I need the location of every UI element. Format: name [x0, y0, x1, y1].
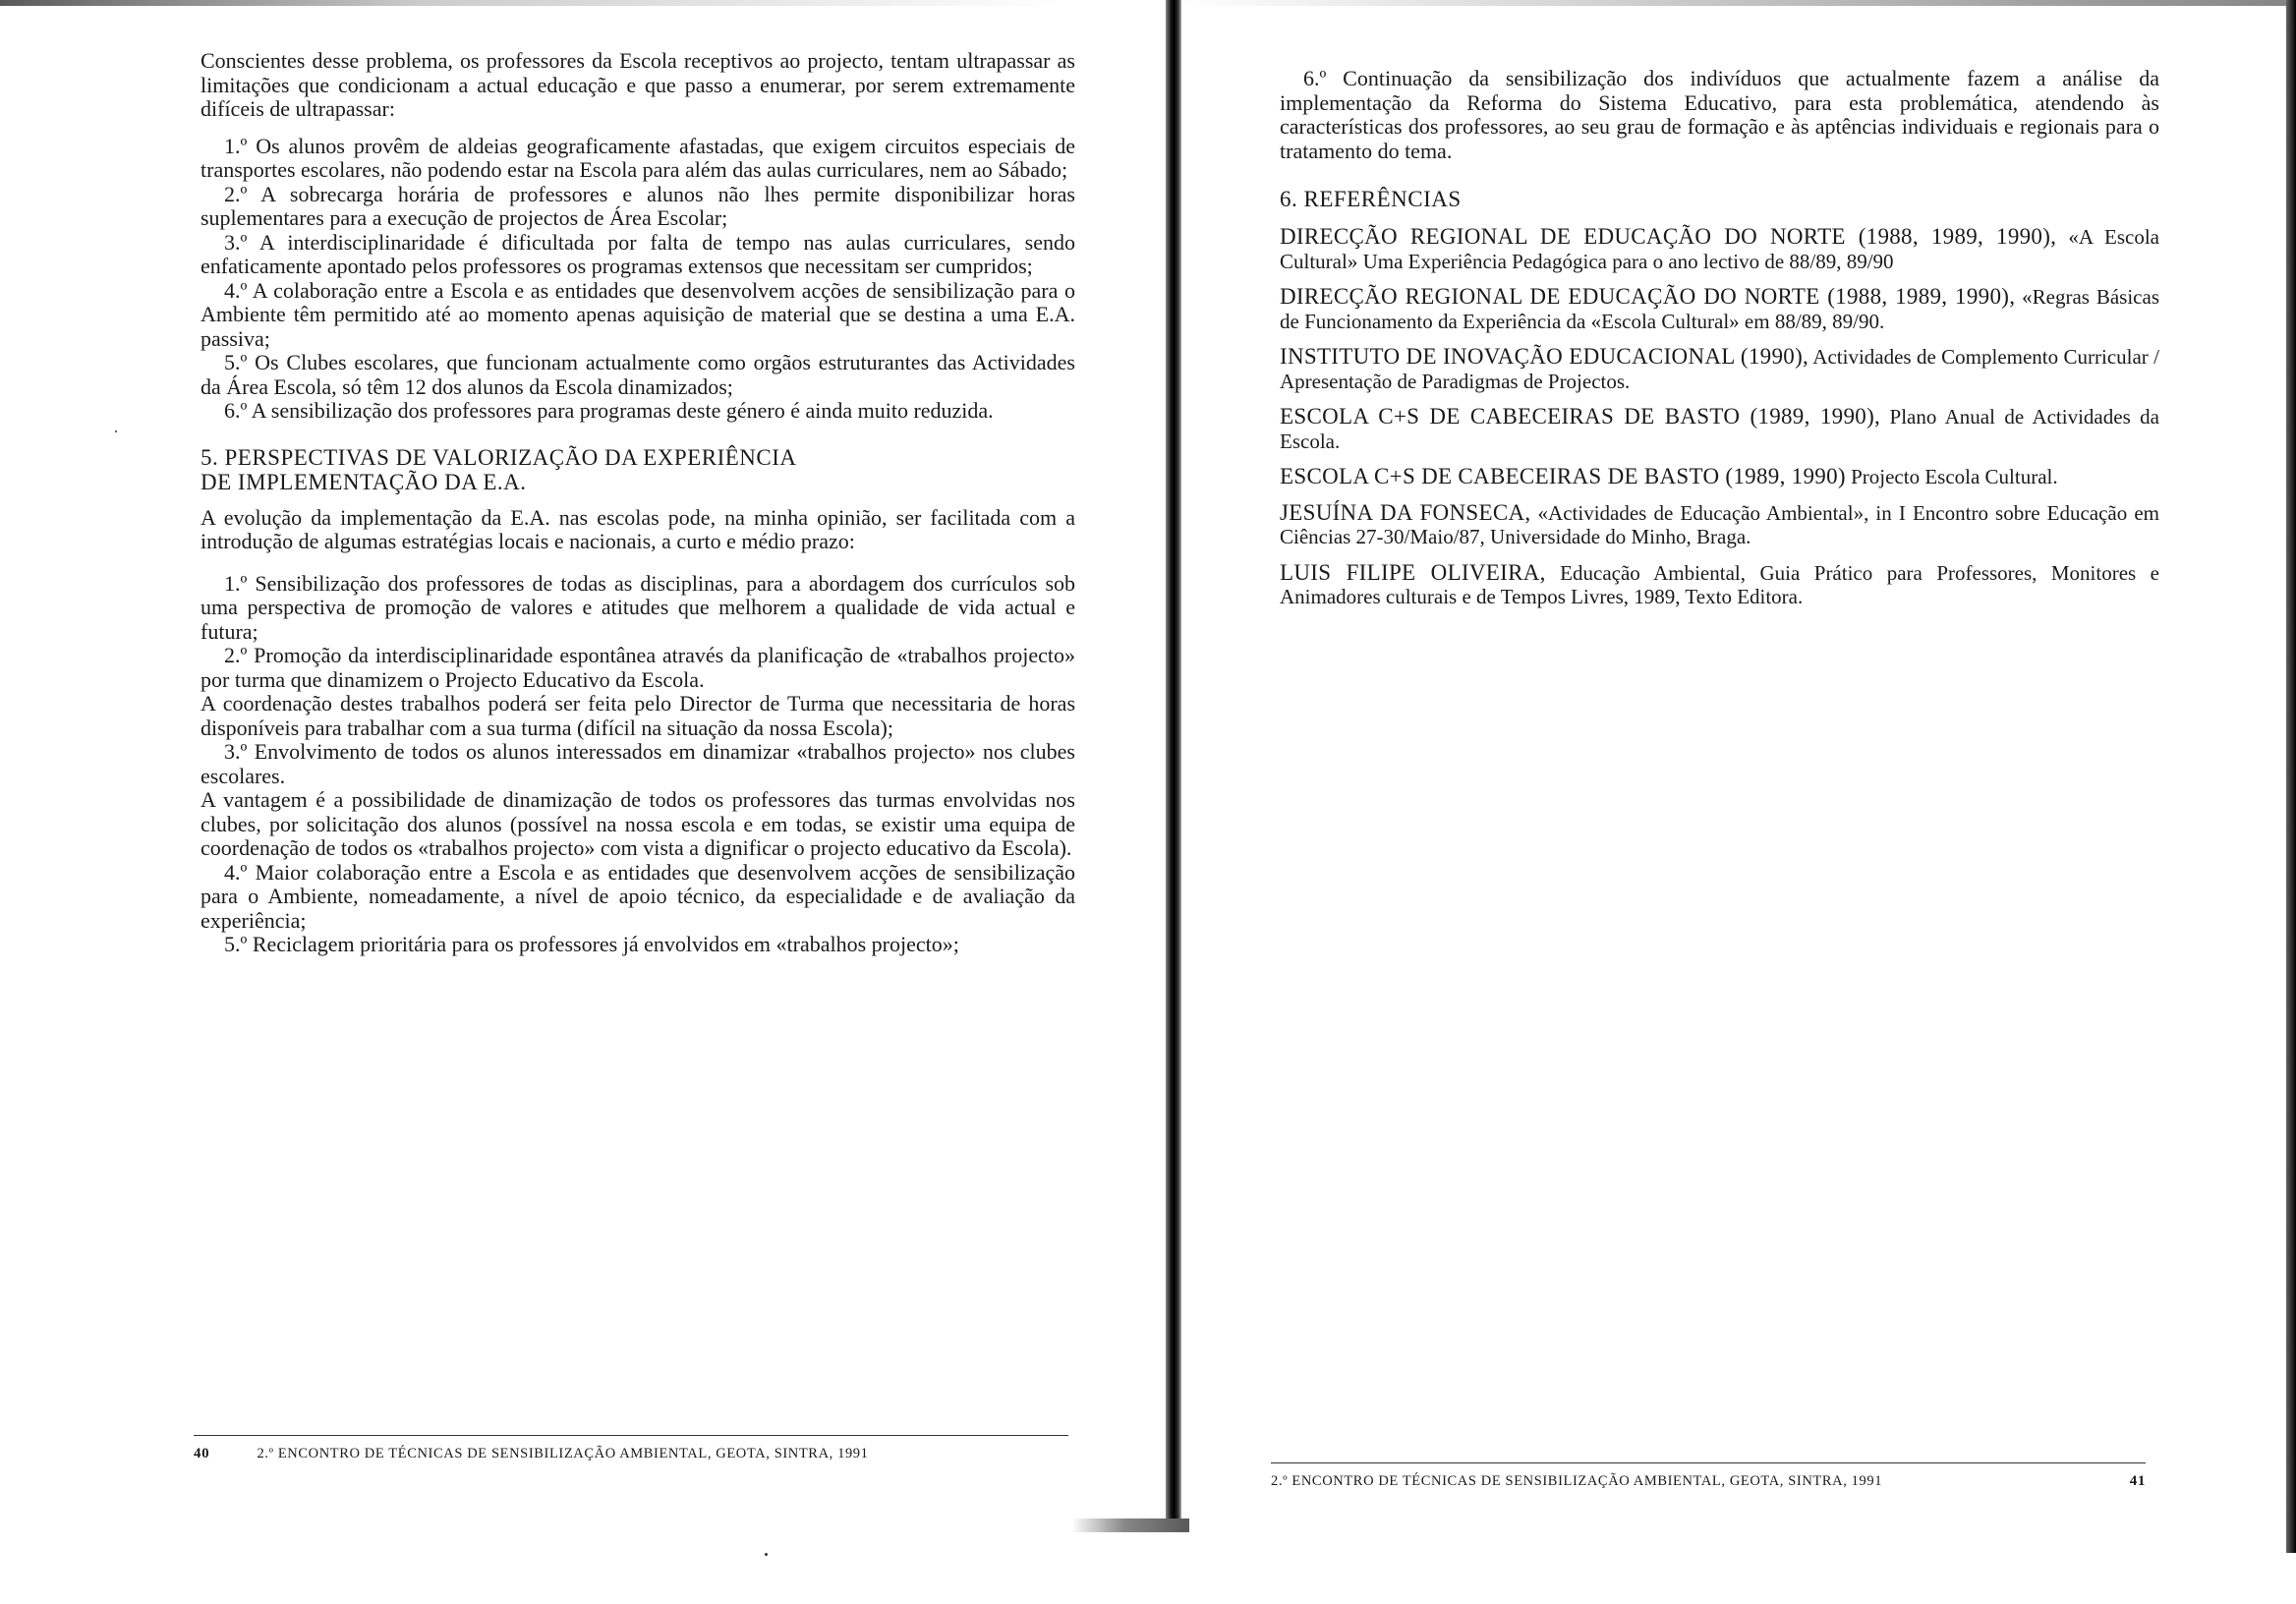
list-item: 3.º Envolvimento de todos os alunos interessados em dinamizar «trabalhos projecto» nos clubes escolares.	[201, 739, 1075, 788]
reference-author: DIRECÇÃO REGIONAL DE EDUCAÇÃO DO NORTE (1988, 1989, 1990),	[1280, 284, 2016, 309]
book-gutter	[1166, 0, 1181, 1518]
reference-author: INSTITUTO DE INOVAÇÃO EDUCACIONAL (1990),	[1280, 344, 1809, 369]
intro-paragraph: Conscientes desse problema, os professores da Escola receptivos ao projecto, tentam ultrapassar as limitações que condicionam a actual educação e que passo a enumerar, por serem extremamente difíceis de ultrapassar:	[201, 48, 1075, 121]
reference-entry	[1280, 345, 2159, 393]
footer-text: 2.º ENCONTRO DE TÉCNICAS DE SENSIBILIZAÇÃO AMBIENTAL, GEOTA, SINTRA, 1991	[257, 1446, 869, 1461]
right-page	[1280, 67, 2159, 621]
references-heading: 6. REFERÊNCIAS	[1280, 187, 1462, 211]
reference-entry	[1280, 501, 2159, 549]
reference-title: Actividades de Complemento Curricular / Apresentação de Paradigmas de Projectos.	[1280, 345, 2159, 393]
references-list	[1280, 225, 2159, 609]
reference-title: Plano Anual de Actividades da Escola.	[1280, 405, 2159, 453]
reference-title: «Actividades de Educação Ambiental», in I Encontro sobre Educação em Ciências 27-30/Maio/87, Universidade do Minho, Braga.	[1280, 500, 2160, 548]
book-gutter-shadow	[1071, 1518, 1189, 1532]
list-item: 1.º Sensibilização dos professores de todas as disciplinas, para a abordagem dos currículos sob uma perspectiva de promoção de valores e atitudes que melhorem a qualidade de vida actual e futura;	[201, 570, 1075, 644]
list-item: 5.º Reciclagem prioritária para os professores já envolvidos em «trabalhos projecto»;	[224, 932, 959, 956]
section-heading-line: 5. PERSPECTIVAS DE VALORIZAÇÃO DA EXPERIÊNCIA	[201, 444, 797, 470]
reference-author: JESUÍNA DA FONSECA,	[1280, 499, 1531, 525]
section-heading	[201, 445, 1075, 494]
list-item: 6.º Continuação da sensibilização dos indivíduos que actualmente fazem a análise da implementação da Reforma do Sistema Educativo, para esta problemática, atendendo às características dos professores, ao seu grau de formação e às aptências individuais e regionais para o tratamento do tema.	[1280, 66, 2159, 163]
reference-entry	[1280, 225, 2159, 273]
list-item: 3.º A interdisciplinaridade é dificultada por falta de tempo nas aulas curriculares, sendo enfaticamente apontado pelos professores os programas extensos que necessitam ser cumpridos;	[201, 229, 1075, 278]
page-number: 40	[194, 1446, 210, 1461]
section-heading-line: DE IMPLEMENTAÇÃO DA E.A.	[201, 469, 527, 494]
list-item: 5.º Os Clubes escolares, que funcionam actualmente como orgãos estruturantes das Actividades da Área Escola, só têm 12 dos alunos da Escola dinamizados;	[201, 350, 1075, 399]
reference-title: Educação Ambiental, Guia Prático para Professores, Monitores e Animadores culturais e de Tempos Livres, 1989, Texto Editora.	[1280, 560, 2159, 608]
reference-title: «Regras Básicas de Funcionamento da Experiência da «Escola Cultural» em 88/89, 89/90.	[1280, 285, 2159, 333]
reference-entry	[1280, 285, 2159, 333]
reference-entry	[1280, 465, 2159, 489]
page-footer	[194, 1435, 1068, 1462]
list-item-note: A vantagem é a possibilidade de dinamização de todos os professores das turmas envolvidas nos clubes, por solicitação dos alunos (possível na nossa escola e em todas, se existir uma equipa de coordenação de todos os «trabalhos projecto» com vista a dignificar o projecto educativo da Escola).	[201, 787, 1075, 860]
left-page	[201, 49, 1075, 957]
page-top-shadow	[0, 0, 1062, 6]
reference-author: ESCOLA C+S DE CABECEIRAS DE BASTO (1989, 1990),	[1280, 404, 1881, 429]
reference-author: DIRECÇÃO REGIONAL DE EDUCAÇÃO DO NORTE (1988, 1989, 1990),	[1280, 224, 2057, 249]
reference-entry	[1280, 561, 2159, 609]
footer-text: 2.º ENCONTRO DE TÉCNICAS DE SENSIBILIZAÇÃO AMBIENTAL, GEOTA, SINTRA, 1991	[1271, 1473, 1883, 1489]
page-number: 41	[2129, 1473, 2146, 1489]
list-item: 6.º A sensibilização dos professores para programas deste género é ainda muito reduzida.	[224, 398, 994, 423]
page-top-shadow	[1179, 0, 2296, 6]
reference-title: «A Escola Cultural» Uma Experiência Pedagógica para o ano lectivo de 88/89, 89/90	[1280, 225, 2160, 273]
scan-speck	[765, 1553, 768, 1556]
list-item: 4.º A colaboração entre a Escola e as entidades que desenvolvem acções de sensibilização para o Ambiente têm permitido até ao momento apenas aquisição de material que se destina a uma E.A. passiva;	[201, 277, 1075, 351]
list-item: 2.º A sobrecarga horária de professores e alunos não lhes permite disponibilizar horas suplementares para a execução de projectos de Área Escolar;	[201, 181, 1075, 230]
list-item-note: A coordenação destes trabalhos poderá ser feita pelo Director de Turma que necessitaria de horas disponíveis para trabalhar com a sua turma (difícil na situação da nossa Escola);	[201, 691, 1075, 740]
reference-title: Projecto Escola Cultural.	[1845, 465, 2058, 488]
list-item: 2.º Promoção da interdisciplinaridade espontânea através da planificação de «trabalhos projecto» por turma que dinamizem o Projecto Educativo da Escola.	[201, 643, 1075, 692]
reference-author: LUIS FILIPE OLIVEIRA,	[1280, 559, 1546, 585]
reference-author: ESCOLA C+S DE CABECEIRAS DE BASTO (1989, 1990)	[1280, 464, 1846, 488]
scan-speck	[115, 430, 117, 432]
strategies-list	[201, 572, 1075, 957]
section-intro: A evolução da implementação da E.A. nas escolas pode, na minha opinião, ser facilitada com a introdução de algumas estratégias locais e nacionais, a curto e médio prazo:	[201, 504, 1075, 553]
list-item: 1.º Os alunos provêm de aldeias geograficamente afastadas, que exigem circuitos especiais de transportes escolares, não podendo estar na Escola para além das aulas curriculares, nem ao Sábado;	[201, 133, 1075, 182]
page-edge-shadow	[2286, 0, 2296, 1553]
limitations-list	[201, 135, 1075, 424]
list-item: 4.º Maior colaboração entre a Escola e as entidades que desenvolvem acções de sensibilização para o Ambiente, nomeadamente, a nível de apoio técnico, da especialidade e de avaliação da experiência;	[201, 859, 1075, 933]
page-footer	[1271, 1462, 2146, 1490]
reference-entry	[1280, 405, 2159, 453]
